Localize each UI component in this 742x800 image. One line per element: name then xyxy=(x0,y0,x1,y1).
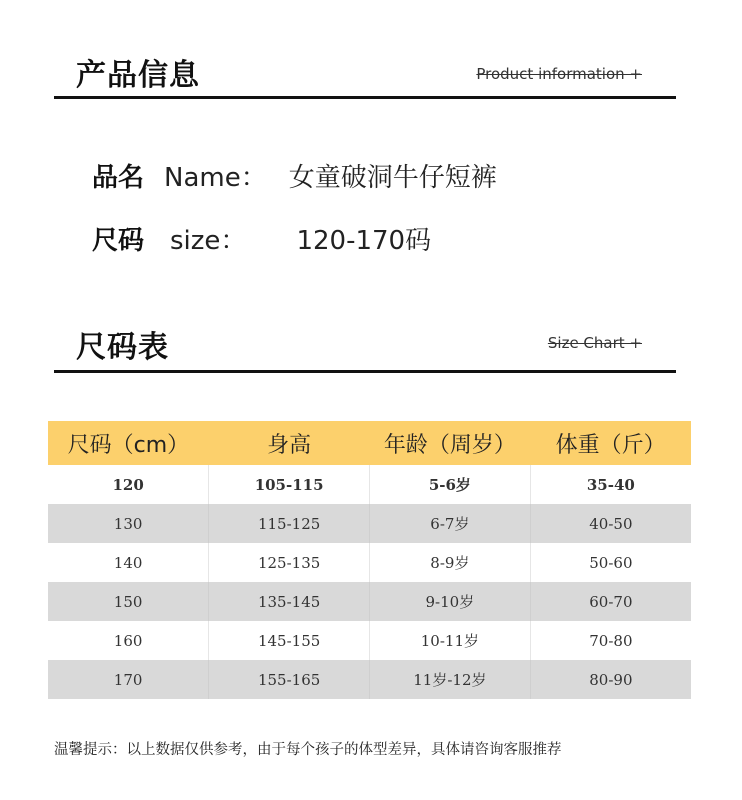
cell-weight: 50-60 xyxy=(530,543,691,582)
product-info-subtitle: Product information + xyxy=(476,65,642,83)
product-name-row xyxy=(92,157,497,194)
size-chart-header xyxy=(54,322,676,374)
cell-age: 11岁-12岁 xyxy=(370,660,531,699)
table-row xyxy=(48,465,691,504)
cell-age: 10-11岁 xyxy=(370,621,531,660)
cell-size: 140 xyxy=(48,543,209,582)
product-info-divider xyxy=(54,96,676,99)
size-chart-title: 尺码表 xyxy=(76,330,169,365)
cell-weight: 40-50 xyxy=(530,504,691,543)
table-row xyxy=(48,504,691,543)
product-size-row xyxy=(92,220,431,257)
product-size-label: 尺码 xyxy=(92,226,145,256)
size-chart-table xyxy=(48,421,691,699)
table-header-row xyxy=(48,421,691,465)
size-chart-subtitle: Size Chart + xyxy=(547,334,642,352)
table-row xyxy=(48,660,691,699)
cell-weight: 80-90 xyxy=(530,660,691,699)
table-row xyxy=(48,543,691,582)
product-size-key: size： xyxy=(170,226,247,256)
product-name-value: 女童破洞牛仔短裤 xyxy=(288,163,497,193)
cell-size: 120 xyxy=(48,465,209,504)
column-header-weight: 体重（斤） xyxy=(530,421,691,465)
cell-age: 8-9岁 xyxy=(370,543,531,582)
cell-weight: 70-80 xyxy=(530,621,691,660)
cell-size: 170 xyxy=(48,660,209,699)
product-name-label: 品名 xyxy=(92,163,145,193)
cell-weight: 60-70 xyxy=(530,582,691,621)
cell-height: 145-155 xyxy=(209,621,370,660)
cell-height: 105-115 xyxy=(209,465,370,504)
cell-size: 130 xyxy=(48,504,209,543)
product-info-header xyxy=(54,50,676,100)
product-name-key: Name： xyxy=(164,163,267,193)
table-row xyxy=(48,582,691,621)
column-header-age: 年龄（周岁） xyxy=(370,421,531,465)
cell-height: 135-145 xyxy=(209,582,370,621)
cell-age: 9-10岁 xyxy=(370,582,531,621)
cell-height: 125-135 xyxy=(209,543,370,582)
product-size-value: 120-170码 xyxy=(296,226,432,256)
cell-height: 155-165 xyxy=(209,660,370,699)
cell-age: 6-7岁 xyxy=(370,504,531,543)
product-info-title: 产品信息 xyxy=(76,58,200,93)
size-chart-divider xyxy=(54,370,676,373)
cell-size: 160 xyxy=(48,621,209,660)
size-tip-note: 温馨提示：以上数据仅供参考，由于每个孩子的体型差异，具体请咨询客服推荐 xyxy=(54,742,562,758)
column-header-height: 身高 xyxy=(209,421,370,465)
cell-weight: 35-40 xyxy=(530,465,691,504)
cell-age: 5-6岁 xyxy=(370,465,531,504)
table-row xyxy=(48,621,691,660)
cell-size: 150 xyxy=(48,582,209,621)
cell-height: 115-125 xyxy=(209,504,370,543)
column-header-size: 尺码（cm） xyxy=(48,421,209,465)
